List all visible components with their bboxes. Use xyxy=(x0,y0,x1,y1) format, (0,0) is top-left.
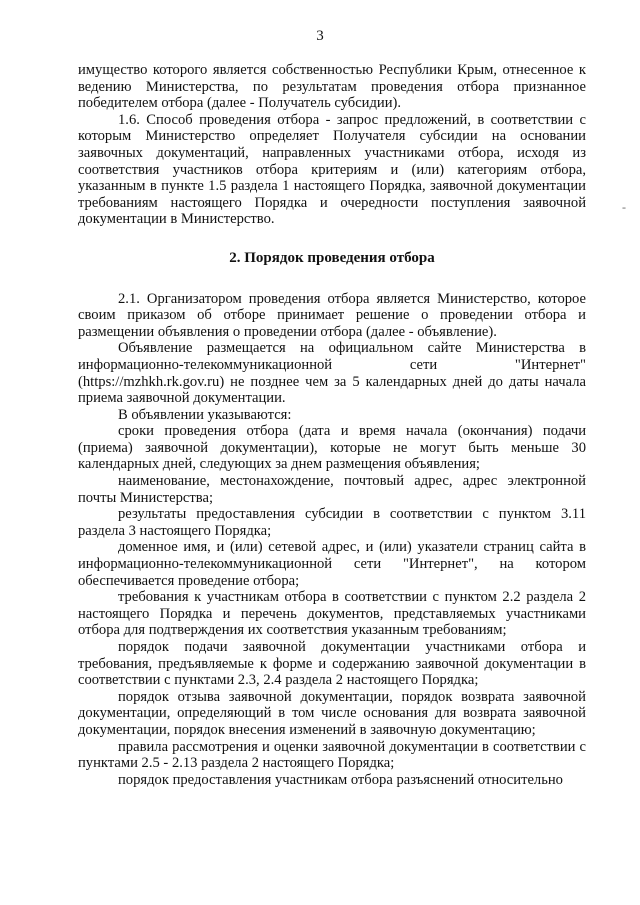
list-item: наименование, местонахождение, почтовый адрес, адрес электронной почты Министерства; xyxy=(78,473,586,506)
page-number: 3 xyxy=(316,28,324,44)
paragraph-1-6: 1.6. Способ проведения отбора - запрос предложений, в соответствии с которым Министерство определяет Получателя субсидии на основании заявочных документаций, направленных участниками отбора, исходя из соответствия участников отбора критериям и (или) категориям отбора, указанным в пункте 1.5 раздела 1 настоящего Порядка, заявочной документации требованиям настоящего Порядка и очередности поступления заявочной документации в Министерство. xyxy=(78,111,586,228)
section-heading: 2. Порядок проведения отбора xyxy=(229,249,435,266)
document-body xyxy=(78,62,586,788)
list-item: правила рассмотрения и оценки заявочной документации в соответствии с пунктами 2.5 - 2.13 раздела 2 настоящего Порядка; xyxy=(78,738,586,772)
list-item: результаты предоставления субсидии в соответствии с пунктом 3.11 раздела 3 настоящего Порядка; xyxy=(78,506,586,539)
paragraph: В объявлении указываются: xyxy=(118,406,292,423)
margin-mark: - xyxy=(622,200,626,214)
paragraph: Объявление размещается на официальном сайте Министерства в информационно-телекоммуникационной сети "Интернет" (https://mzhkh.rk.gov.ru) не позднее чем за 5 календарных дней до даты начала приема заявочной документации. xyxy=(78,340,586,407)
list-item: порядок подачи заявочной документации участниками отбора и требования, предъявляемые к форме и содержанию заявочной документации в соответствии с пунктами 2.3, 2.4 раздела 2 настоящего Порядка; xyxy=(78,639,586,689)
paragraph-2-1: 2.1. Организатором проведения отбора является Министерство, которое своим приказом об отборе принимает решение о проведении отбора и размещении объявления о проведении отбора (далее - объявление). xyxy=(78,290,586,340)
list-item: требования к участникам отбора в соответствии с пунктом 2.2 раздела 2 настоящего Порядка и перечень документов, представляемых участниками отбора для подтверждения их соответствия указанным требованиям; xyxy=(78,589,586,639)
list-item: доменное имя, и (или) сетевой адрес, и (или) указатели страниц сайта в информационно-телекоммуникационной сети "Интернет", на котором обеспечивается проведение отбора; xyxy=(78,539,586,589)
list-item: порядок предоставления участникам отбора разъяснений относительно xyxy=(118,771,563,788)
list-item: сроки проведения отбора (дата и время начала (окончания) подачи (приема) заявочной документации), которые не могут быть меньше 30 календарных дней, следующих за днем размещения объявления; xyxy=(78,423,586,473)
list-item: порядок отзыва заявочной документации, порядок возврата заявочной документации, определяющий в том числе основания для возврата заявочной документации, порядок внесения изменений в заявочную документацию; xyxy=(78,688,586,738)
paragraph: имущество которого является собственностью Республики Крым, отнесенное к ведению Министерства, по результатам проведения отбора признанное победителем отбора (далее - Получатель субсидии). xyxy=(78,62,586,112)
